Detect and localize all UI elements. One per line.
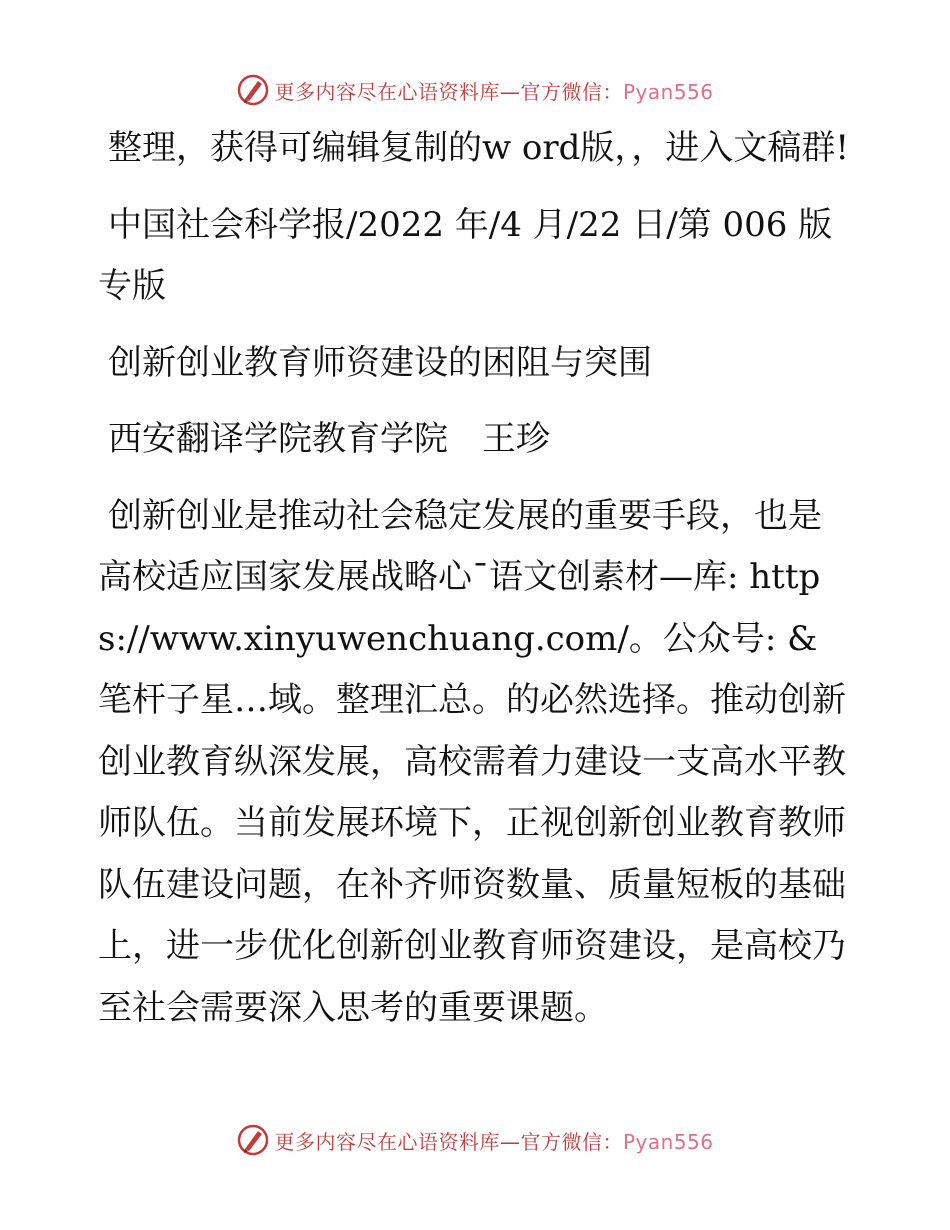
banner-text [274,1126,713,1155]
footer-banner [0,1120,950,1160]
intro-text: 整理，获得可编辑复制的w ord版，，进入文稿群! [108,128,850,168]
pen-logo-icon [236,73,270,107]
banner-wechat-id: Pyan556 [622,1129,714,1154]
document-body [98,118,850,1039]
source-line: 中国社会科学报/2022 年/4 月/22 日/第 006 版专版 [98,204,833,306]
banner-text [274,76,713,105]
banner-separator: — [499,79,521,104]
banner-main: 更多内容尽在心语资料库 [274,1129,500,1154]
banner-wechat-label: 官方微信： [520,79,623,104]
banner-main: 更多内容尽在心语资料库 [274,79,500,104]
header-banner [0,70,950,110]
banner-separator: — [499,1129,521,1154]
banner-wechat-label: 官方微信： [520,1129,623,1154]
author-line: 西安翻译学院教育学院 王珍 [108,419,550,459]
article-title: 创新创业教育师资建设的困阻与突围 [108,342,652,383]
pen-logo-icon [236,1123,270,1157]
body-paragraph: 创新创业是推动社会稳定发展的重要手段，也是高校适应国家发展战略心¯语文创素材—库: https://www.xinyuwenchuang.com/。公众号: &笔杆子星…域。整理汇总。的必然选择。推动创新创业教育纵深发展，高校需着力建设一支高水平教师队伍。当前发展环境下，正视创新创业教育教师队伍建设问题，在补齐师资数量、质量短板的基础上，进一步优化创新创业教育师资建设，是高校乃至社会需要深入思考的重要课题。 [98,495,846,1028]
banner-wechat-id: Pyan556 [622,79,714,104]
